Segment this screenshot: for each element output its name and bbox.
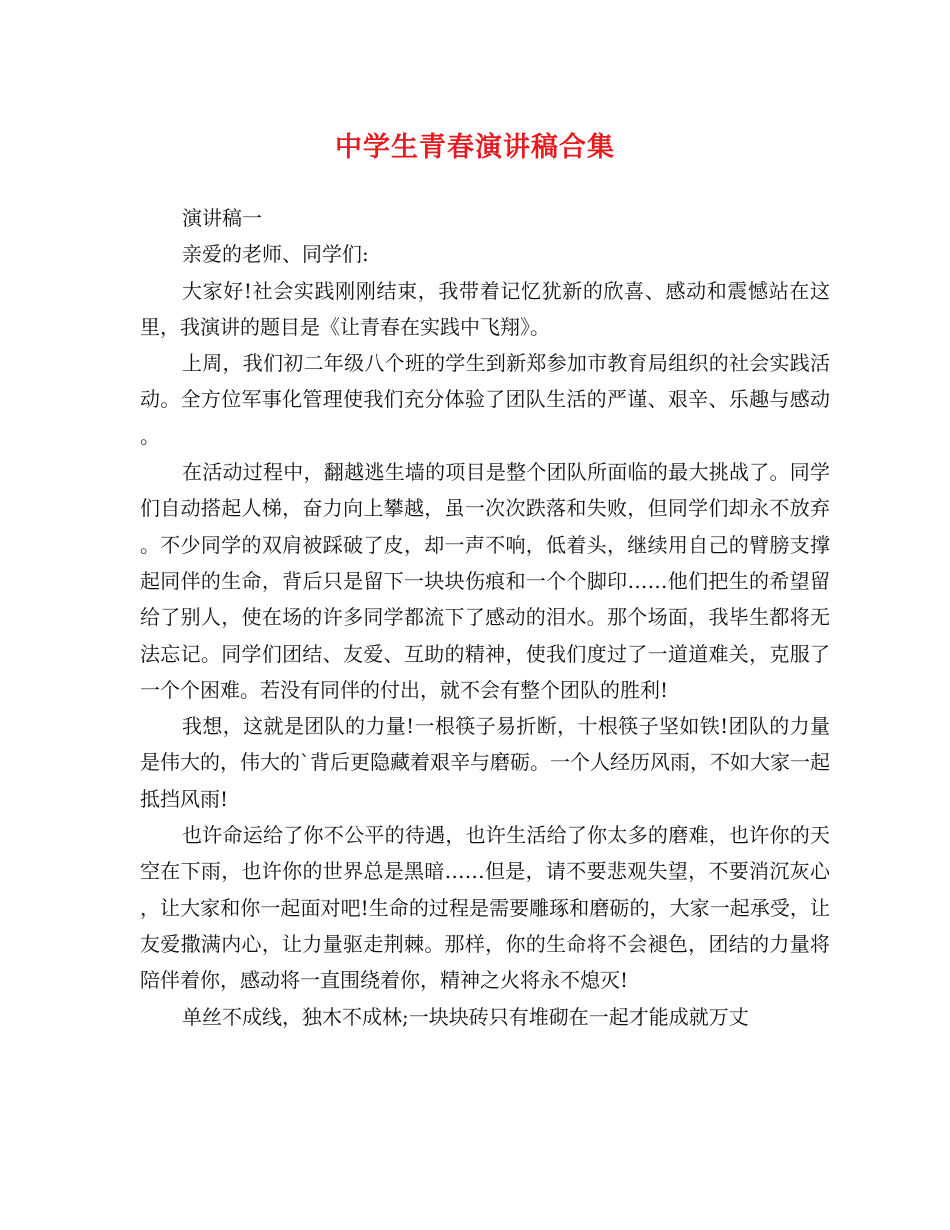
- paragraph: 单丝不成线，独木不成林;一块块砖只有堆砌在一起才能成就万丈: [182, 1004, 749, 1029]
- paragraph: 也许命运给了你不公平的待遇，也许生活给了你太多的磨难，也许你的天空在下雨，也许你的世界总是黑暗……但是，请不要悲观失望，不要消沉灰心，让大家和你一起面对吧!生命的过程是需要雕琢和磨砺的，大家一起承受，让友爱撒满内心，让力量驱走荆棘。那样，你的生命将不会褪色，团结的力量将陪伴着你，感动将一直围绕着你，精神之火将永不熄灭!: [140, 823, 830, 993]
- paragraph-speech-heading: 演讲稿一: [182, 206, 262, 230]
- paragraph: 上周，我们初二年级八个班的学生到新郑参加市教育局组织的社会实践活动。全方位军事化管理使我们充分体验了团队生活的严谨、艰辛、乐趣与感动。: [140, 351, 830, 448]
- paragraph: 大家好!社会实践刚刚结束，我带着记忆犹新的欣喜、感动和震憾站在这里，我演讲的题目是《让青春在实践中飞翔》。: [140, 278, 830, 339]
- document-body: [140, 200, 830, 1035]
- paragraph: 在活动过程中，翻越逃生墙的项目是整个团队所面临的最大挑战了。同学们自动搭起人梯，奋力向上攀越，虽一次次跌落和失败，但同学们却永不放弃。不少同学的双肩被踩破了皮，却一声不响，低着头，继续用自己的臂膀支撑起同伴的生命，背后只是留下一块块伤痕和一个个脚印……他们把生的希望留给了别人，使在场的许多同学都流下了感动的泪水。那个场面，我毕生都将无法忘记。同学们团结、友爱、互助的精神，使我们度过了一道道难关，克服了一个个困难。若没有同伴的付出，就不会有整个团队的胜利!: [140, 460, 830, 702]
- paragraph: 我想，这就是团队的力量!一根筷子易折断，十根筷子坚如铁!团队的力量是伟大的，伟大的`背后更隐藏着艰辛与磨砺。一个人经历风雨，不如大家一起抵挡风雨!: [140, 714, 830, 811]
- paragraph-salutation: 亲爱的老师、同学们:: [182, 242, 369, 267]
- document-title: 中学生青春演讲稿合集: [335, 132, 615, 163]
